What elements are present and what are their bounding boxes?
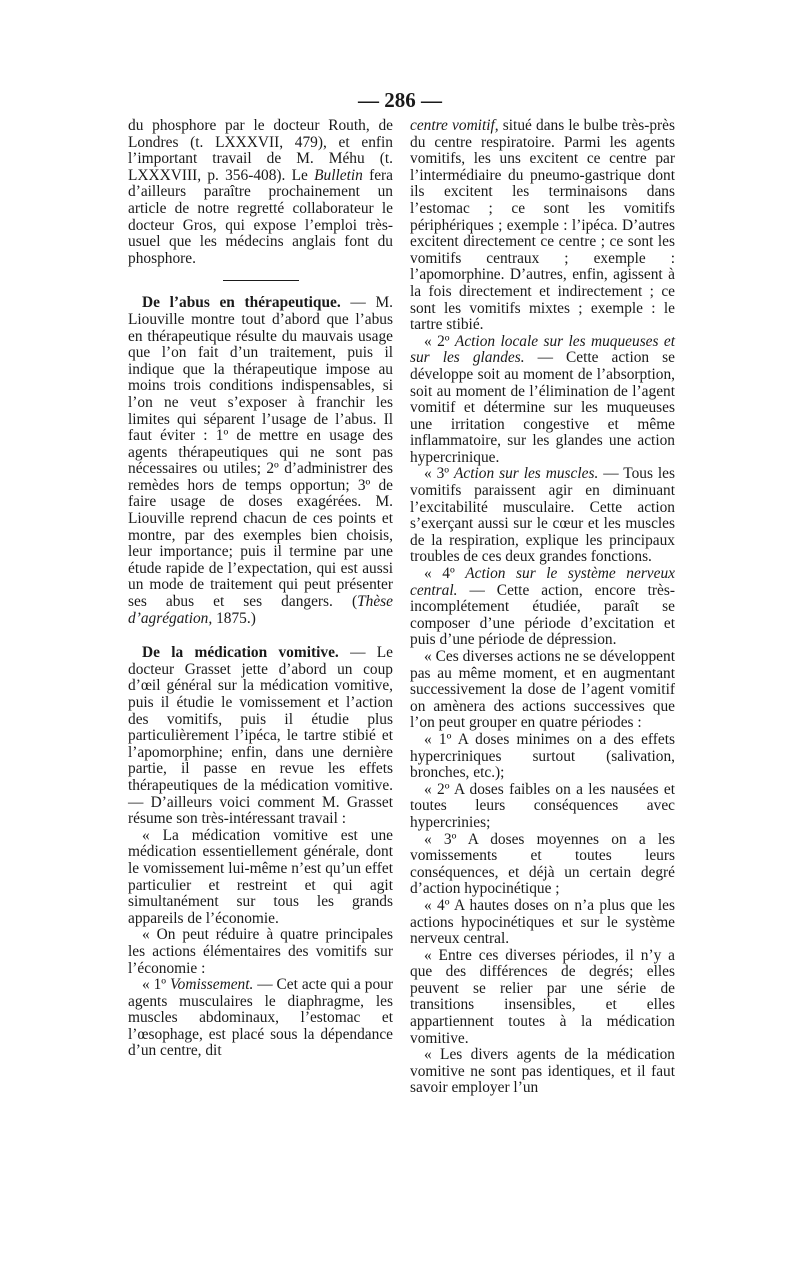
paragraph-action-nerveux: « 4º Action sur le système nerveux central. — Cette action, encore très-incomplétement étudiée, paraît se composer d’une période d’excitation et puis d’une période de dépression. <box>410 565 675 649</box>
quote-paragraph: « On peut réduire à quatre principales les actions élémentaires des vomitifs sur l’économie : <box>128 926 393 977</box>
paragraph-dose-4: « 4º A hautes doses on n’a plus que les actions hypocinétiques et sur le système nerveux central. <box>410 896 675 948</box>
paragraph-periodes: « Ces diverses actions ne se développent pas au même moment, et en augmentant successivement la dose de l’agent vomitif on amènera des actions successives que l’on peut grouper en quatre périodes : <box>410 648 675 732</box>
bulletin-italic: Bulletin <box>314 166 363 184</box>
quote-paragraph: « La médication vomitive est une médication essentiellement générale, dont le vomissement lui-même n’est qu’un effet particulier et restreint et qui agit simultanément sur tous les grands appareils de l’économie. <box>128 826 393 927</box>
section-divider <box>223 280 299 281</box>
left-column <box>128 118 393 1060</box>
paragraph-dose-3: « 3º A doses moyennes on a les vomissements et toutes leurs conséquences, et déjà un certain degré d’action hypocinétique ; <box>410 830 675 898</box>
paragraph-transitions: « Entre ces diverses périodes, il n’y a que des différences de degrés; elles peuvent se relier par une série de transitions insensibles, et elles appartiennent toutes à la médication vomitive. <box>410 946 675 1047</box>
these-reference: Thèse d’agrégation, <box>128 593 393 627</box>
paragraph-action-locale: « 2º Action locale sur les muqueuses et sur les glandes. — Cette action se développe soit au moment de l’absorption, soit au moment de l’élimination de l’agent vomitif et détermine sur les muqueuses une irritation congestive et même inflammatoire, sur les glandes une action hypercrinique. <box>410 332 675 466</box>
paragraph-agents: « Les divers agents de la médication vomitive ne sont pas identiques, et il faut savoir employer l’un <box>410 1046 675 1097</box>
paragraph-dose-1: « 1º A doses minimes on a des effets hypercriniques surtout (salivation, bronches, etc.); <box>410 730 675 782</box>
paragraph-dose-2: « 2º A doses faibles on a les nausées et toutes leurs conséquences avec hypercrinies; <box>410 780 675 831</box>
section-abus: De l’abus en thérapeutique. — M. Liouville montre tout d’abord que l’abus en thérapeutique résulte du mauvais usage que l’on fait d’un traitement, puis il indique que la thérapeutique impose au moins trois conditions indispensables, si l’on ne veut s’exposer à franchir les limites qui séparent l’usage de l’abus. Il faut éviter : 1º de mettre en usage des agents thérapeutiques qui ne sont pas nécessaires ou utiles; 2º d’administrer des remèdes hors de temps opportun; 3º de faire usage de doses exagérées. M. Liouville reprend chacun de ces points et montre, par des exemples bien choisis, leur importance; puis il termine par une étude rapide de l’expectation, qui est aussi un mode de traitement qui peut présenter ses abus et ses dangers. (Thèse d’agrégation, 1875.) <box>128 294 393 627</box>
section-title-abus: De l’abus en thérapeutique. <box>142 294 341 312</box>
paragraph-centre-vomitif: centre vomitif, situé dans le bulbe très-près du centre respiratoire. Parmi les agents vomitifs, les uns excitent ce centre par l’intermédiaire du pneumo-gastrique dont ils excitent les terminaisons dans l’estomac ; ce sont les vomitifs périphériques ; exemple : l’ipéca. D’autres excitent directement ce centre ; ce sont les vomitifs centraux ; exemple : l’apomorphine. D’autres, enfin, agissent à la fois directement et indirectement ; ce sont les vomitifs mixtes ; exemple : le tartre stibié. <box>410 117 675 334</box>
section-vomitive: De la médication vomitive. — Le docteur Grasset jette d’abord un coup d’œil général sur la médication vomitive, puis il étudie le vomissement et l’action des vomitifs, puis il étudie plus particulièrement l’ipéca, le tartre stibié et l’apomorphine; enfin, dans une dernière partie, il passe en revue les effets thérapeutiques de la médication vomitive. — D’ailleurs voici comment M. Grasset résume son très-intéressant travail : <box>128 644 393 828</box>
paragraph-phosphore: du phosphore par le docteur Routh, de Londres (t. LXXXVII, 479), et enfin l’important travail de M. Méhu (t. LXXXVIII, p. 356-408). Le Bulletin fera d’ailleurs paraître prochainement un article de notre regretté collaborateur le docteur Gros, qui expose l’emploi très-usuel que les médecins anglais font du phosphore. <box>128 117 393 267</box>
page-number: — 286 — <box>358 88 442 112</box>
right-column <box>410 118 675 1097</box>
quote-vomissement: « 1º Vomissement. — Cet acte qui a pour agents musculaires le diaphragme, les muscles abdominaux, l’estomac et l’œsophage, est placé sous la dépendance d’un centre, dit <box>128 976 393 1060</box>
section-title-vomitive: De la médication vomitive. <box>142 644 339 662</box>
paragraph-action-muscles: « 3º Action sur les muscles. — Tous les vomitifs paraissent agir en diminuant l’excitabilité musculaire. Cette action s’exerçant aussi sur le cœur et les muscles de la respiration, explique les principaux troubles de ces deux grandes fonctions. <box>410 465 675 566</box>
